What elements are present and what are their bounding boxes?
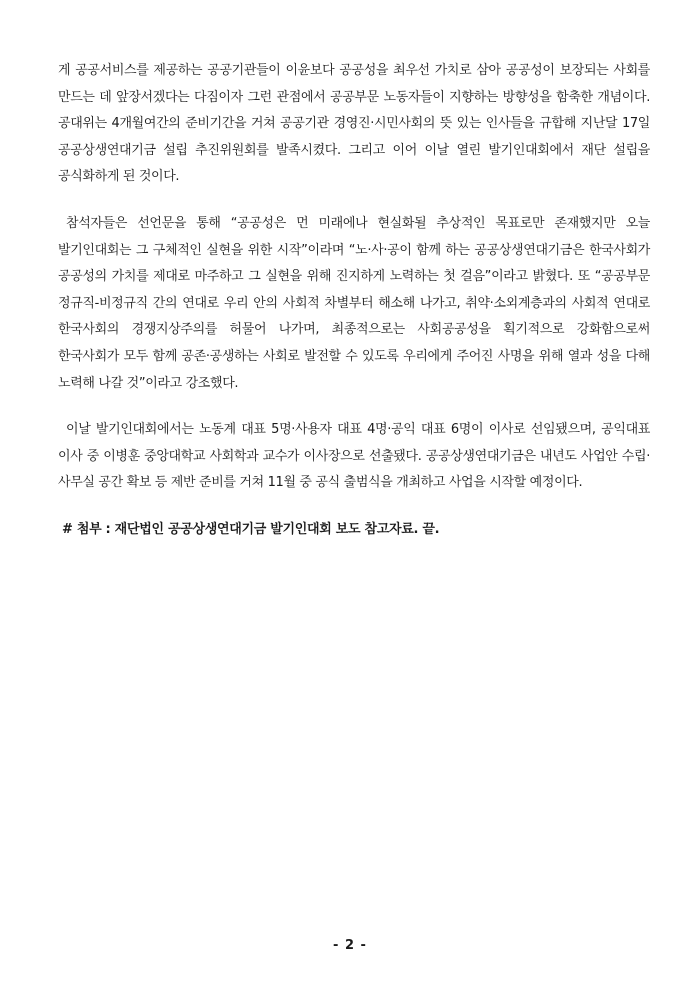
paragraph-spacer [58, 191, 650, 211]
paragraph-spacer [58, 397, 650, 417]
paragraph-board-election: 이날 발기인대회에서는 노동계 대표 5명·사용자 대표 4명·공익 대표 6명이 이사로 선임됐으며, 공익대표 이사 중 이병훈 중앙대학교 사회학과 교수가 이사장으로 선출됐다. 공공상생연대기금은 내년도 사업안 수립·사무실 공간 확보 등 제반 준비를 거쳐 11월 중 공식 출범식을 개최하고 사업을 시작할 예정이다. [58, 422, 650, 491]
attachment-note: # 첨부 : 재단법인 공공상생연대기금 발기인대회 보도 참고자료. 끝. [62, 521, 440, 537]
body-text [58, 58, 650, 543]
page-number: - 2 - [333, 938, 367, 953]
paragraph-spacer [58, 497, 650, 517]
paragraph-foundation-background: 게 공공서비스를 제공하는 공공기관들이 이윤보다 공공성을 최우선 가치로 삼아 공공성이 보장되는 사회를 만드는 데 앞장서겠다는 다짐이자 그런 관점에서 공공부문 노동자들이 지향하는 방향성을 함축한 개념이다. 공대위는 4개월여간의 준비기간을 거쳐 공공기관 경영진·시민사회의 뜻 있는 인사들을 규합해 지난달 17일 공공상생연대기금 설립 추진위원회를 발족시켰다. 그리고 이어 이날 열린 발기인대회에서 재단 설립을 공식화하게 된 것이다. [58, 63, 650, 185]
paragraph-declaration: 참석자들은 선언문을 통해 “공공성은 먼 미래에나 현실화될 추상적인 목표로만 존재했지만 오늘 발기인대회는 그 구체적인 실현을 위한 시작”이라며 “노·사·공이 함께 하는 공공상생연대기금은 한국사회가 공공성의 가치를 제대로 마주하고 그 실현을 위해 진지하게 노력하는 첫 걸음”이라고 밝혔다. 또 “공공부문 정규직-비정규직 간의 연대로 우리 안의 사회적 차별부터 해소해 나가고, 취약·소외계층과의 사회적 연대로 한국사회의 경쟁지상주의를 허물어 나가며, 최종적으로는 사회공공성을 획기적으로 강화함으로써 한국사회가 모두 함께 공존·공생하는 사회로 발전할 수 있도록 우리에게 주어진 사명을 위해 열과 성을 다해 노력해 나갈 것”이라고 강조했다. [58, 215, 650, 391]
